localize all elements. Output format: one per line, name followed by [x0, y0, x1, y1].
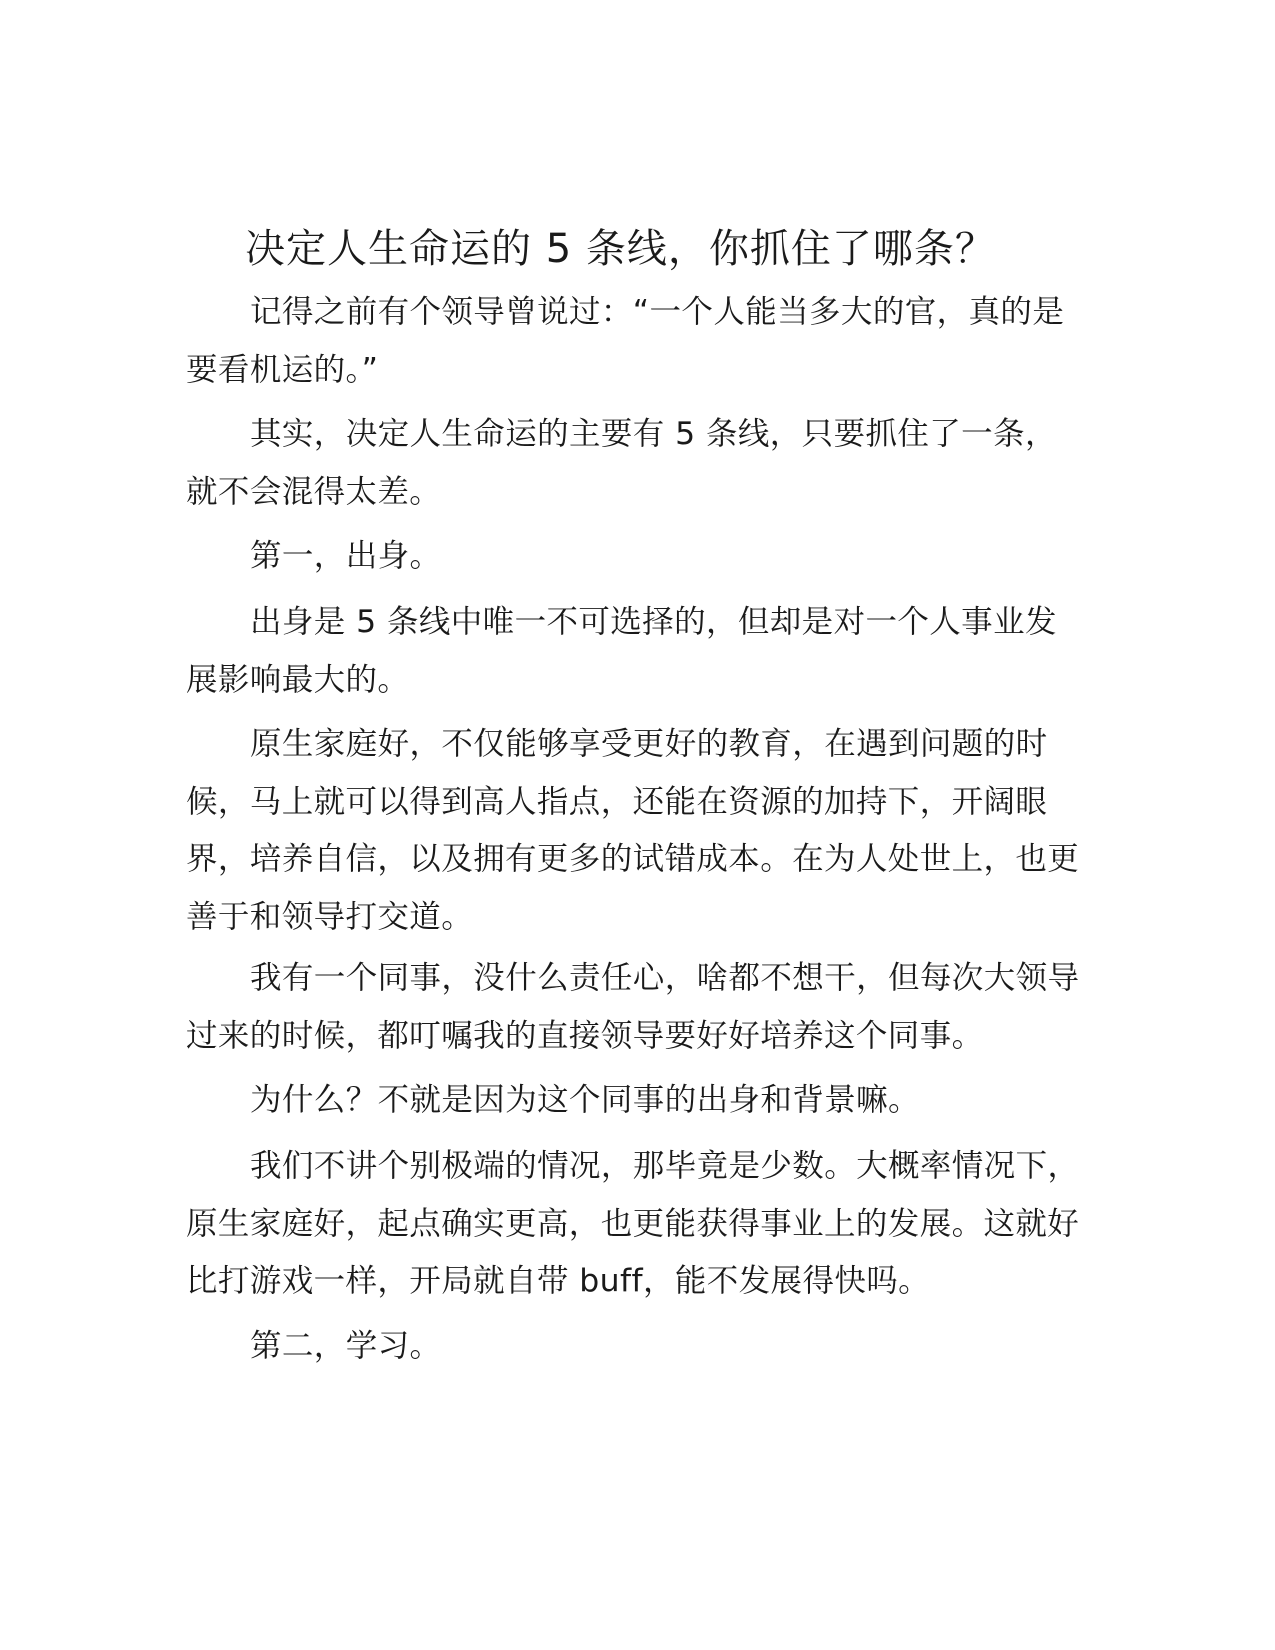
- paragraph-origin-intro: 出身是 5 条线中唯一不可选择的，但却是对一个人事业发展影响最大的。: [186, 604, 1057, 698]
- section-heading-learning: 第二，学习。: [250, 1328, 442, 1364]
- paragraph-family: 原生家庭好，不仅能够享受更好的教育，在遇到问题的时候，马上就可以得到高人指点，还能在资源的加持下，开阔眼界，培养自信，以及拥有更多的试错成本。在为人处世上，也更善于和领导打交道。: [186, 726, 1080, 935]
- paragraph-why: 为什么？不就是因为这个同事的出身和背景嘛。: [250, 1082, 920, 1118]
- paragraph-quote: 记得之前有个领导曾说过：“一个人能当多大的官，真的是要看机运的。”: [186, 294, 1065, 388]
- document-title: 决定人生命运的 5 条线，你抓住了哪条？: [245, 226, 996, 272]
- paragraph-five-lines: 其实，决定人生命运的主要有 5 条线，只要抓住了一条，就不会混得太差。: [186, 416, 1057, 510]
- paragraph-probability: 我们不讲个别极端的情况，那毕竟是少数。大概率情况下，原生家庭好，起点确实更高，也更能获得事业上的发展。这就好比打游戏一样，开局就自带 buff，能不发展得快吗。: [186, 1148, 1080, 1299]
- paragraph-colleague: 我有一个同事，没什么责任心，啥都不想干，但每次大领导过来的时候，都叮嘱我的直接领导要好好培养这个同事。: [186, 960, 1080, 1054]
- section-heading-origin: 第一，出身。: [250, 538, 442, 574]
